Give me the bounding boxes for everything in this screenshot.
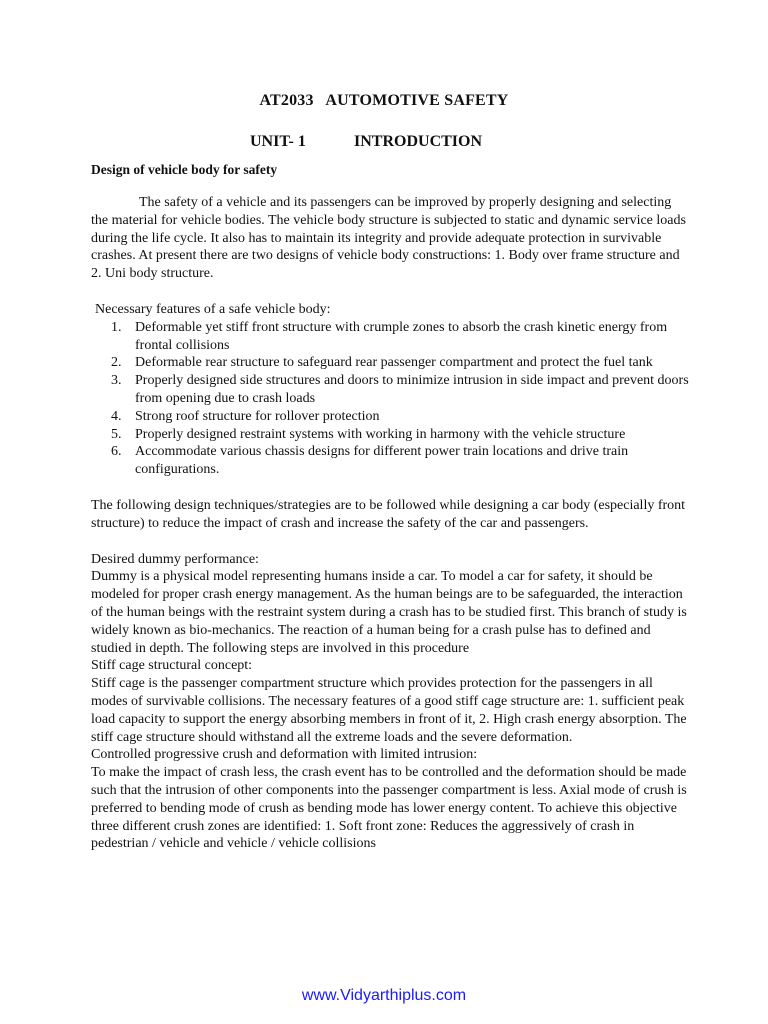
unit-title: INTRODUCTION — [354, 133, 483, 150]
features-list — [91, 319, 691, 479]
list-item-number: 1. — [111, 319, 122, 335]
list-item — [91, 372, 691, 408]
document-title: AT2033 AUTOMOTIVE SAFETY — [259, 92, 509, 109]
techniques-paragraph: The following design techniques/strategies are to be followed while designing a car body (especially front structure) to reduce the impact of crash and increase the safety of the car and passengers. — [91, 497, 686, 531]
dummy-paragraph: Dummy is a physical model representing humans inside a car. To model a car for safety, it should be modeled for proper crash energy management. As the human beings are to be safeguarded, the interaction of the human beings with the restraint system during a crash has to be studied first. This branch of study is widely known as bio-mechanics. The reaction of a human being for a crash pulse has to defined and studied in depth. The following steps are involved in this procedure — [91, 569, 687, 656]
list-item-number: 6. — [111, 444, 122, 460]
features-title: Necessary features of a safe vehicle body: — [95, 301, 331, 317]
crush-paragraph: To make the impact of crash less, the crash event has to be controlled and the deformation should be made such that the intrusion of other components into the passenger compartment is less. Axial mode of crush is preferred to bending mode of crush as bending mode has lower energy content. To achieve this objective three different crush zones are identified: 1. Soft front zone: Reduces the aggressively of crash in pedestrian / vehicle and vehicle / vehicle collisions — [91, 765, 687, 852]
list-item — [91, 319, 691, 355]
list-item-text: Properly designed side structures and doors to minimize intrusion in side impact and prevent doors from opening due to crash loads — [135, 373, 689, 406]
list-item-number: 4. — [111, 408, 122, 424]
list-item — [91, 443, 691, 479]
document-body — [91, 194, 691, 853]
list-item-text: Deformable rear structure to safeguard rear passenger compartment and protect the fuel tank — [135, 355, 653, 371]
list-item — [91, 354, 691, 372]
list-item-text: Strong roof structure for rollover protection — [135, 408, 380, 424]
crush-title: Controlled progressive crush and deformation with limited intrusion: — [91, 747, 478, 763]
cage-paragraph: Stiff cage is the passenger compartment structure which provides protection for the passengers in all modes of survivable collisions. The necessary features of a good stiff cage structure are: 1. sufficient peak load capacity to support the energy absorbing members in front of it, 2. High crash energy absorption. The stiff cage structure should withstand all the extreme loads and the severe deformation. — [91, 676, 687, 745]
list-item-number: 5. — [111, 426, 122, 442]
intro-paragraph: The safety of a vehicle and its passengers can be improved by properly designing and selecting the material for vehicle bodies. The vehicle body structure is subjected to static and dynamic service loads during the life cycle. It also has to maintain its integrity and provide adequate protection in survivable crashes. At present there are two designs of vehicle body constructions: 1. Body over frame structure and 2. Uni body structure. — [91, 195, 686, 282]
list-item-text: Properly designed restraint systems with working in harmony with the vehicle structure — [135, 426, 626, 442]
dummy-title: Desired dummy performance: — [91, 551, 259, 567]
list-item-number: 2. — [111, 355, 122, 371]
unit-heading — [250, 133, 482, 151]
list-item — [91, 408, 691, 426]
list-item-text: Deformable yet stiff front structure with crumple zones to absorb the crash kinetic energy from frontal collisions — [135, 319, 668, 353]
cage-title: Stiff cage structural concept: — [91, 658, 253, 674]
unit-label: UNIT- 1 — [250, 133, 306, 150]
list-item-number: 3. — [111, 373, 122, 389]
list-item — [91, 426, 691, 444]
list-item-text: Accommodate various chassis designs for different power train locations and drive train configurations. — [135, 444, 629, 478]
footer-link[interactable]: www.Vidyarthiplus.com — [301, 987, 467, 1004]
section-heading: Design of vehicle body for safety — [91, 162, 278, 177]
